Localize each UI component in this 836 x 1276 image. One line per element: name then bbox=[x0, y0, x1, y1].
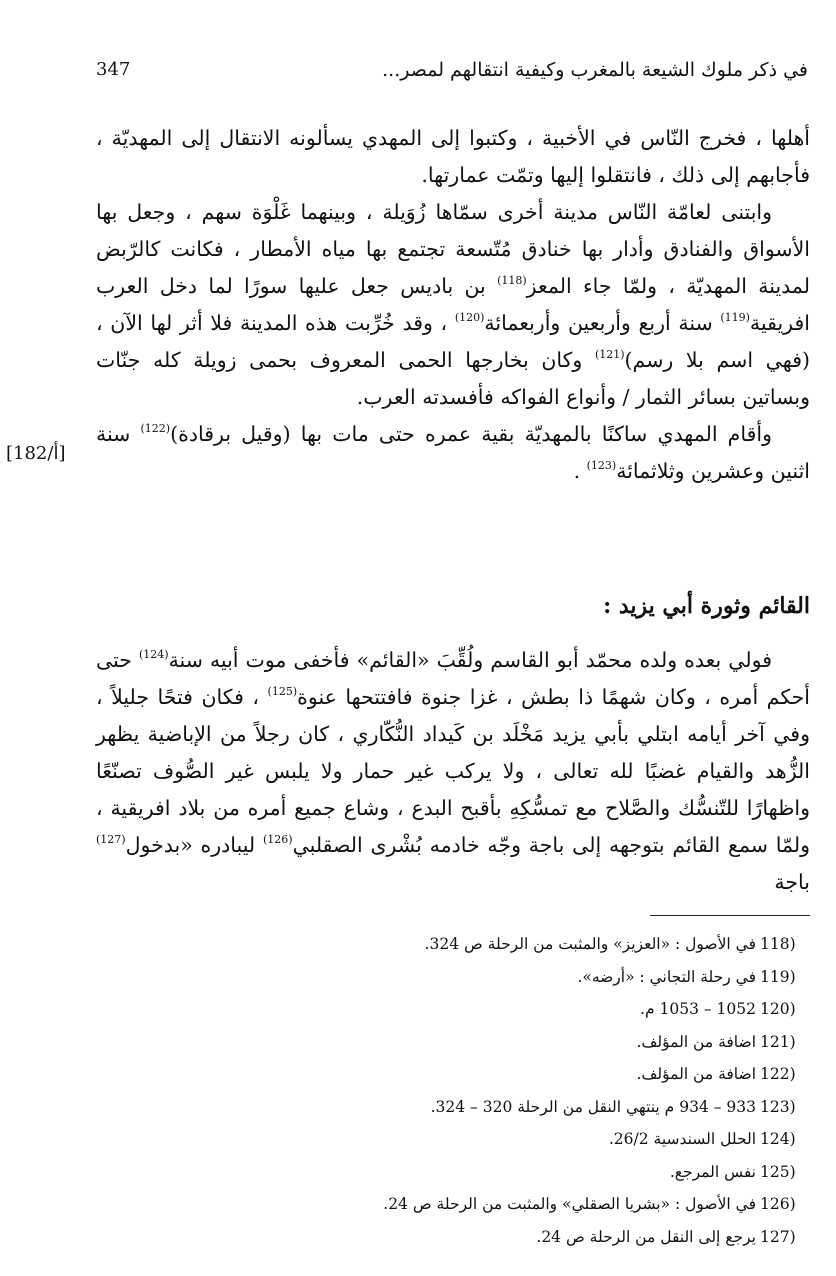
footnote-reference: (127) bbox=[96, 833, 126, 846]
body-text bbox=[96, 120, 810, 490]
footnote-reference: (124) bbox=[138, 648, 169, 661]
footnote-number: 125) bbox=[760, 1162, 796, 1181]
footnote-number: 126) bbox=[760, 1195, 796, 1213]
paragraph-p3 bbox=[96, 416, 810, 490]
footnote-text: اضافة من المؤلف. bbox=[636, 1032, 756, 1051]
text-run: وكان بخارجها الحمى المعروف بحمى زويلة كله جنّات وبساتين بسائر الثمار / وأنواع الفواكه فأفسدته العرب. bbox=[96, 348, 810, 409]
text-run: بن باديس جعل عليها سورًا لما دخل العرب افريقية bbox=[96, 274, 810, 335]
footnote-text: نفس المرجع. bbox=[669, 1162, 756, 1181]
footnote-item bbox=[160, 1221, 810, 1254]
footnote-text: في الأصول : «بشريا الصقلي» والمثبت من الرحلة ص 24. bbox=[383, 1195, 756, 1213]
footnote-reference: (123) bbox=[586, 459, 617, 472]
page-number: 347 bbox=[96, 59, 131, 80]
page-header bbox=[96, 52, 808, 88]
footnote-text: يرجع إلى النقل من الرحلة ص 24. bbox=[536, 1227, 756, 1246]
footnote-number: 122) bbox=[760, 1065, 796, 1083]
footnote-reference: (118) bbox=[497, 274, 527, 287]
running-title: في ذكر ملوك الشيعة بالمغرب وكيفية انتقالهم لمصر... bbox=[382, 59, 808, 81]
footnote-text: في رحلة التجاني : «أرضه». bbox=[577, 967, 756, 986]
margin-folio-marker: [182/أ] bbox=[6, 443, 66, 464]
footnote-text: الحلل السندسية 26/2. bbox=[608, 1130, 756, 1148]
text-run: باجة bbox=[774, 870, 810, 894]
footnote-item bbox=[160, 1188, 810, 1221]
footnote-number: 120) bbox=[760, 1000, 796, 1018]
footnote-item bbox=[160, 1091, 810, 1124]
footnote-item bbox=[160, 993, 810, 1026]
text-run: ، فكان فتحًا جليلاً ، وفي آخر أيامه ابتلي بأبي يزيد مَخْلَد بن كَيداد النُّكّاري ، كان رجلاً من الإباضية يظهر الزُّهد والقيام غضبًا لله تعالى ، ولا يركب غير حمار ولا يلبس غير الصُّوف تصنّعًا واظهارًا للتّنسُّك والصَّلاح مع تمسُّكِهِ بأقبح البدع ، وشاع جميع أمره من بلاد افريقية ، ولمّا سمع القائم بتوجهه إلى باجة وجّه خادمه بُشْرى الصقلبي bbox=[96, 685, 810, 857]
text-run: سنة اثنين وعشرين وثلاثمائة bbox=[96, 422, 810, 483]
footnote-text: في الأصول : «العزيز» والمثبت من الرحلة ص 324. bbox=[424, 935, 756, 953]
section-heading: القائم وثورة أبي يزيد : bbox=[603, 593, 810, 619]
footnote-number: 118) bbox=[760, 935, 796, 953]
footnote-number: 124) bbox=[760, 1130, 796, 1148]
footnote-item bbox=[160, 1123, 810, 1156]
footnote-reference: (120) bbox=[454, 311, 485, 324]
footnote-reference: (126) bbox=[262, 833, 293, 846]
text-run: . bbox=[573, 459, 587, 483]
text-run: أهلها ، فخرج النّاس في الأخبية ، وكتبوا إلى المهدي يسألونه الانتقال إلى المهديّة ، فأجابهم إلى ذلك ، فانتقلوا إليها وتمّت عمارتها. bbox=[96, 126, 810, 187]
paragraph-s1 bbox=[96, 642, 810, 901]
footnote-number: 127) bbox=[760, 1227, 796, 1246]
text-run: حتى أحكم أمره ، وكان شهمًا ذا بطش ، غزا جنوة فافتتحها عنوة bbox=[96, 648, 811, 709]
paragraph-p1 bbox=[96, 120, 810, 194]
text-run: سنة أربع وأربعين وأربعمائة bbox=[484, 311, 721, 335]
footnotes-list bbox=[160, 928, 810, 1253]
footnote-text: 933 – 934 م ينتهي النقل من الرحلة 320 – 324. bbox=[430, 1097, 756, 1116]
footnote-number: 121) bbox=[760, 1032, 796, 1051]
text-run: ، وقد خُرِّبت هذه المدينة فلا أثر لها الآن ، (فهي اسم بلا رسم) bbox=[96, 311, 810, 372]
footnote-item bbox=[160, 1156, 810, 1189]
footnote-text: 1052 – 1053 م. bbox=[640, 1000, 756, 1018]
footnote-number: 123) bbox=[760, 1097, 796, 1116]
paragraph-p2 bbox=[96, 194, 810, 416]
footnote-reference: (121) bbox=[594, 348, 625, 361]
text-run: وأقام المهدي ساكنًا بالمهديّة بقية عمره حتى مات بها (وقيل برقادة) bbox=[170, 422, 772, 446]
text-run: فولي بعده ولده محمّد أبو القاسم ولُقِّبَ «القائم» فأخفى موت أبيه سنة bbox=[168, 648, 772, 672]
footnote-text: اضافة من المؤلف. bbox=[636, 1065, 756, 1083]
footnote-reference: (119) bbox=[720, 311, 750, 324]
section-body bbox=[96, 642, 810, 901]
footnote-item bbox=[160, 961, 810, 994]
text-run: ليبادره «بدخول bbox=[125, 833, 263, 857]
footnote-reference: (122) bbox=[140, 422, 171, 435]
footnote-item bbox=[160, 1026, 810, 1059]
footnote-divider bbox=[650, 915, 810, 916]
footnote-item bbox=[160, 928, 810, 961]
text-run: وابتنى لعامّة النّاس مدينة أخرى سمّاها زُوَيلة ، وبينهما غَلْوَة سهم ، وجعل بها الأسواق والفنادق وأدار بها خنادق مُتّسعة تجتمع بها مياه الأمطار ، فكانت كالرّبض لمدينة المهديّة ، ولمّا جاء المعز bbox=[96, 200, 811, 298]
footnote-number: 119) bbox=[760, 967, 796, 986]
footnote-item bbox=[160, 1058, 810, 1091]
footnote-reference: (125) bbox=[267, 685, 298, 698]
